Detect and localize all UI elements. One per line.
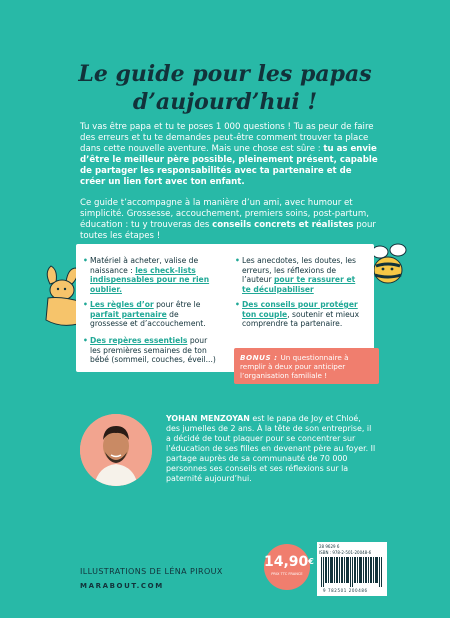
- author-name: YOHAN MENZOYAN: [166, 414, 250, 423]
- bonus-text: [240, 353, 376, 381]
- bullet-icon: •: [83, 336, 88, 345]
- feature-couple: [235, 300, 360, 329]
- bullet-icon: •: [235, 256, 240, 265]
- publisher-logo: MARABOUT.COM: [80, 582, 164, 590]
- feature-checklists: [83, 256, 218, 294]
- author-bio: [166, 414, 376, 484]
- feature-text: Matériel à acheter, valise de naissance :: [90, 256, 199, 275]
- intro-paragraph-2: [80, 198, 378, 242]
- barcode-icon: [321, 557, 383, 587]
- feature-text: Les anecdotes, les doutes, les erreurs, les réflexions de l’auteur: [242, 256, 356, 285]
- feature-text: , soutenir et mieux comprendre ta partenaire.: [242, 309, 360, 329]
- price-currency: €: [308, 557, 314, 566]
- feature-highlight-2: parfait partenaire: [90, 309, 167, 319]
- intro-p1-text: Tu vas être papa et tu te poses 1 000 questions ! Tu as peur de faire des erreurs et tu te demandes peut-être comment trouver ta place dans cette nouvelle aventure. Mais une chose est sûre :: [80, 122, 374, 154]
- feature-golden-rules: [83, 300, 218, 329]
- bonus-label: BONUS :: [240, 353, 278, 362]
- author-photo: [80, 414, 152, 486]
- feature-baby-landmarks: [83, 336, 218, 365]
- bullet-icon: •: [83, 300, 88, 309]
- feature-highlight: Des conseils pour protéger ton couple: [242, 300, 358, 319]
- intro-p2-text: Ce guide t’accompagne à la manière d’un ami, avec humour et simplicité. Grossesse, accouchement, premiers soins, post-partum, éducation : tu y trouveras des: [80, 198, 369, 230]
- author-bio-text: est le papa de Joy et Chloé, des jumelles de 2 ans. À la tête de son entreprise, il a décidé de tout plaquer pour se concentrer sur l’éducation de ses filles en devenant père au foyer. Il partage auprès de sa communauté de 70 000 personnes ses conseils et ses réflexions sur la paternité aujourd’hui.: [166, 414, 376, 483]
- intro-p2-end: pour toutes les étapes !: [80, 220, 376, 241]
- intro-p1-bold: tu as envie d’être le meilleur père possible, pleinement présent, capable de partager les responsabilités avec ta partenaire et de créer un lien fort avec ton enfant.: [80, 144, 378, 187]
- bullet-icon: •: [235, 300, 240, 309]
- feature-text: pour les premières semaines de ton bébé (sommeil, couches, éveil...): [90, 336, 216, 365]
- title-line-2: d’aujourd’hui !: [132, 89, 318, 115]
- feature-highlight: Des repères essentiels: [90, 336, 188, 345]
- price-value: [264, 554, 314, 570]
- feature-highlight: les check-lists indispensables pour ne rien oublier.: [90, 265, 210, 294]
- feature-text: pour être le: [153, 300, 201, 309]
- price-amount: 14,90: [264, 554, 309, 570]
- feature-highlight: pour te rassurer et te déculpabiliser: [242, 275, 356, 294]
- title-line-1: Le guide pour les papas: [78, 61, 372, 87]
- intro-paragraph-1: [80, 122, 378, 188]
- illustration-credits: ILLUSTRATIONS DE LÉNA PIROUX: [80, 567, 223, 576]
- bonus-description: Un questionnaire à remplir à deux pour anticiper l’organisation familiale !: [240, 353, 349, 381]
- book-title: [0, 60, 450, 116]
- isbn-text: ISBN : 978-2-501-20048-6: [319, 550, 372, 555]
- author-portrait-icon: [80, 414, 152, 486]
- price-note: PRIX TTC FRANCE: [271, 572, 303, 576]
- bullet-icon: •: [83, 256, 88, 265]
- feature-text-end: de grossesse et d’accouchement.: [90, 309, 206, 329]
- feature-highlight: Les règles d’or: [90, 300, 154, 309]
- intro-p2-bold: conseils concrets et réalistes: [212, 220, 354, 230]
- price-badge: [264, 544, 314, 590]
- bonus-box: [234, 348, 379, 384]
- barcode-code: 28 9629 6: [319, 544, 340, 549]
- feature-anecdotes: [235, 256, 360, 294]
- barcode-digits: 9 782501 200486: [323, 588, 368, 593]
- barcode-panel: [317, 542, 387, 596]
